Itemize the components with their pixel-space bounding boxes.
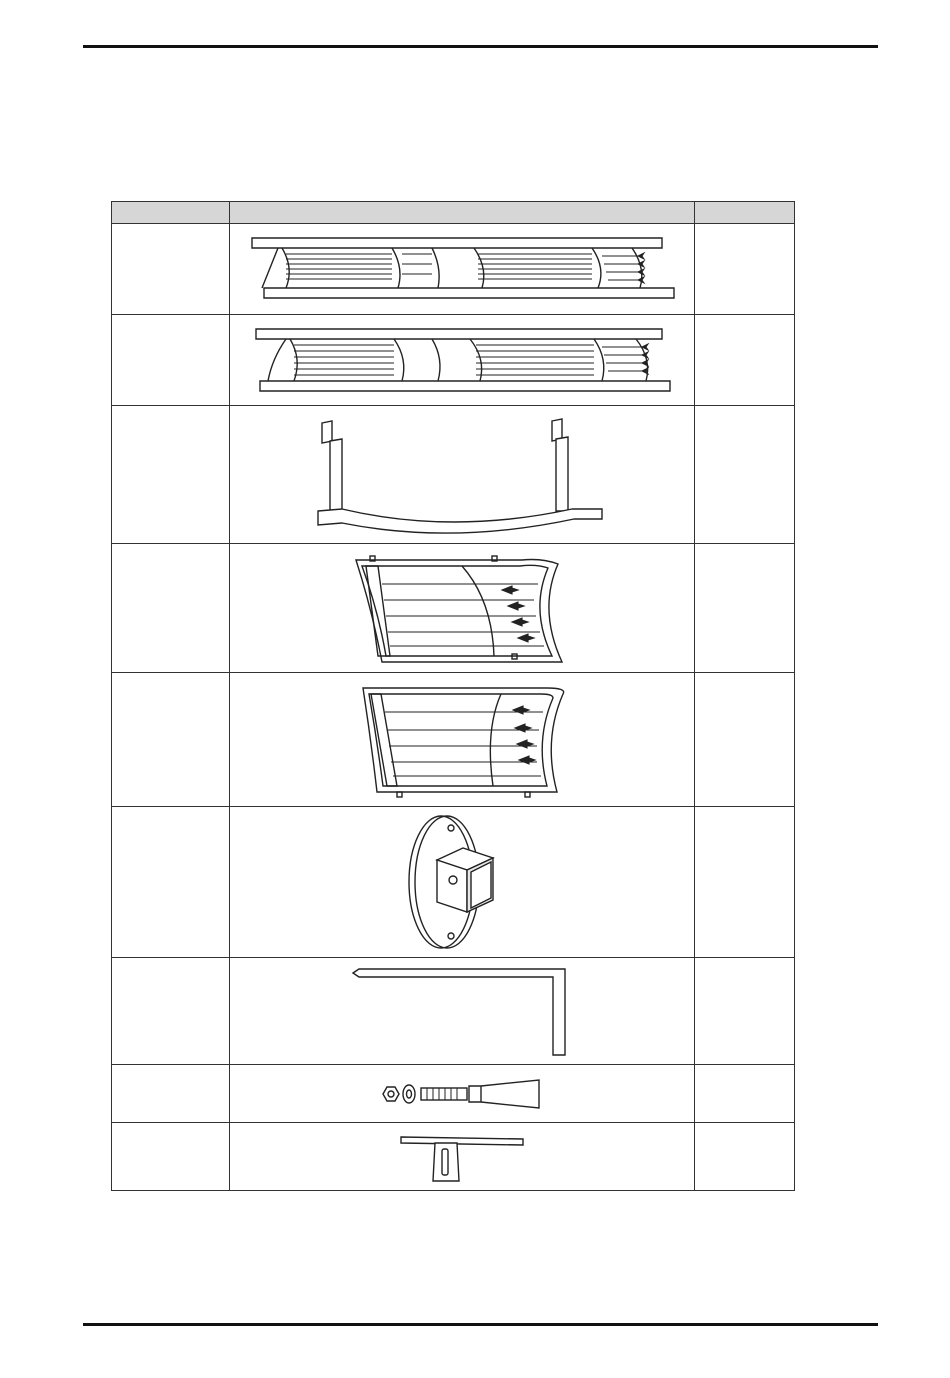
table-row [112,224,795,315]
header-cell-qty [695,202,795,224]
part-image-cell [230,315,695,406]
part-label [112,224,230,315]
qty-cell [695,544,795,673]
header-cell-part [112,202,230,224]
table-row [112,673,795,807]
part-image-cell [230,406,695,544]
footer-rule [83,1323,878,1326]
qty-cell [695,673,795,807]
part-label [112,807,230,958]
part-label [112,544,230,673]
table-row [112,958,795,1065]
part-image-cell [230,224,695,315]
part-label [112,673,230,807]
qty-cell [695,807,795,958]
qty-cell [695,1065,795,1123]
qty-cell [695,1123,795,1191]
table-row [112,807,795,958]
table-row [112,315,795,406]
curved-support-frame-icon [312,415,612,535]
part-label [112,958,230,1065]
anchor-bolt-set-icon [377,1074,547,1114]
table-header-row [112,202,795,224]
qty-cell [695,406,795,544]
part-image-cell [230,1065,695,1123]
table-row [112,1065,795,1123]
railing-panel-long-2-icon [242,325,682,395]
part-image-cell [230,673,695,807]
qty-cell [695,958,795,1065]
header-rule [83,45,878,48]
header-cell-image [230,202,695,224]
side-gate-panel-2-icon [357,680,567,800]
parts-table [111,201,795,1191]
part-label [112,1065,230,1123]
t-bracket-icon [397,1129,527,1185]
table-row [112,406,795,544]
side-gate-panel-icon [342,550,582,666]
l-shaped-rod-icon [347,963,577,1059]
part-image-cell [230,958,695,1065]
part-label [112,406,230,544]
qty-cell [695,224,795,315]
part-image-cell [230,1123,695,1191]
base-plate-mount-icon [407,812,517,952]
part-label [112,1123,230,1191]
part-image-cell [230,807,695,958]
part-label [112,315,230,406]
table-row [112,544,795,673]
qty-cell [695,315,795,406]
railing-panel-long-icon [242,234,682,304]
table-row [112,1123,795,1191]
part-image-cell [230,544,695,673]
